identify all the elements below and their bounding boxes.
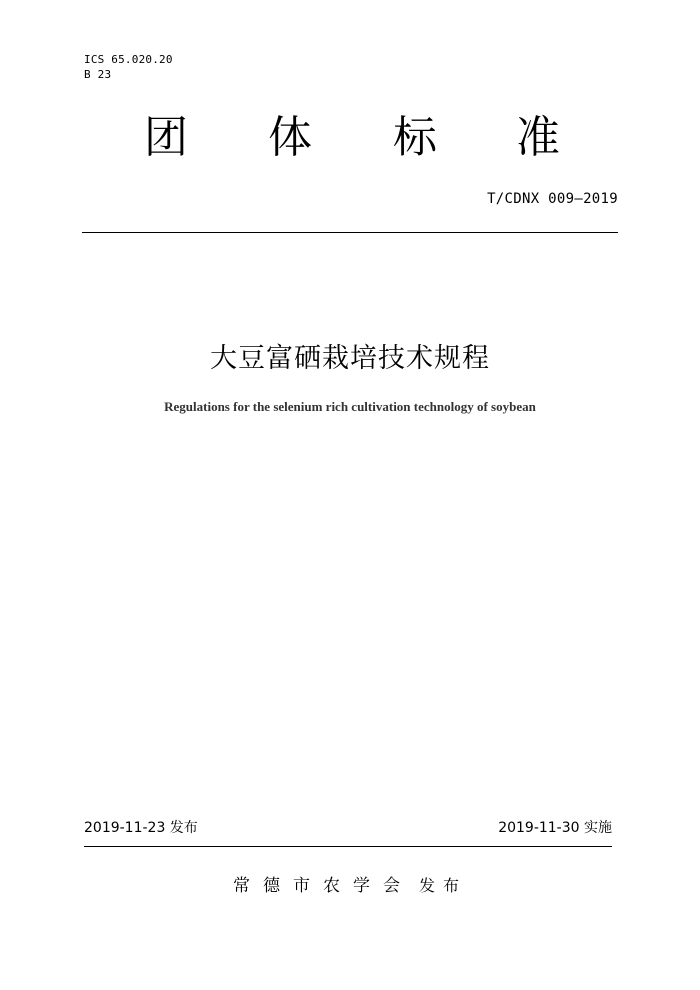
standard-type-char: 体 xyxy=(268,112,312,163)
ccs-code: B 23 xyxy=(84,68,112,81)
bottom-divider xyxy=(84,846,612,847)
standard-type-char: 准 xyxy=(516,112,560,163)
standard-type-char: 标 xyxy=(393,112,437,163)
publish-date: 2019-11-23 发布 xyxy=(84,820,198,836)
issuer-organization: 常德市农学会 xyxy=(232,876,413,896)
implement-date: 2019-11-30 实施 xyxy=(498,820,612,836)
standard-number: T/CDNX 009—2019 xyxy=(487,191,618,207)
classification-codes xyxy=(84,52,173,82)
ics-code: ICS 65.020.20 xyxy=(84,53,173,66)
standard-type-heading xyxy=(82,108,618,168)
top-divider xyxy=(82,232,618,233)
issuer-line xyxy=(0,874,700,898)
document-title-chinese: 大豆富硒栽培技术规程 xyxy=(210,343,490,374)
document-title-english: Regulations for the selenium rich cultivation technology of soybean xyxy=(164,399,536,414)
standard-type-char: 团 xyxy=(144,112,188,163)
issuer-action: 发布 xyxy=(418,876,467,895)
